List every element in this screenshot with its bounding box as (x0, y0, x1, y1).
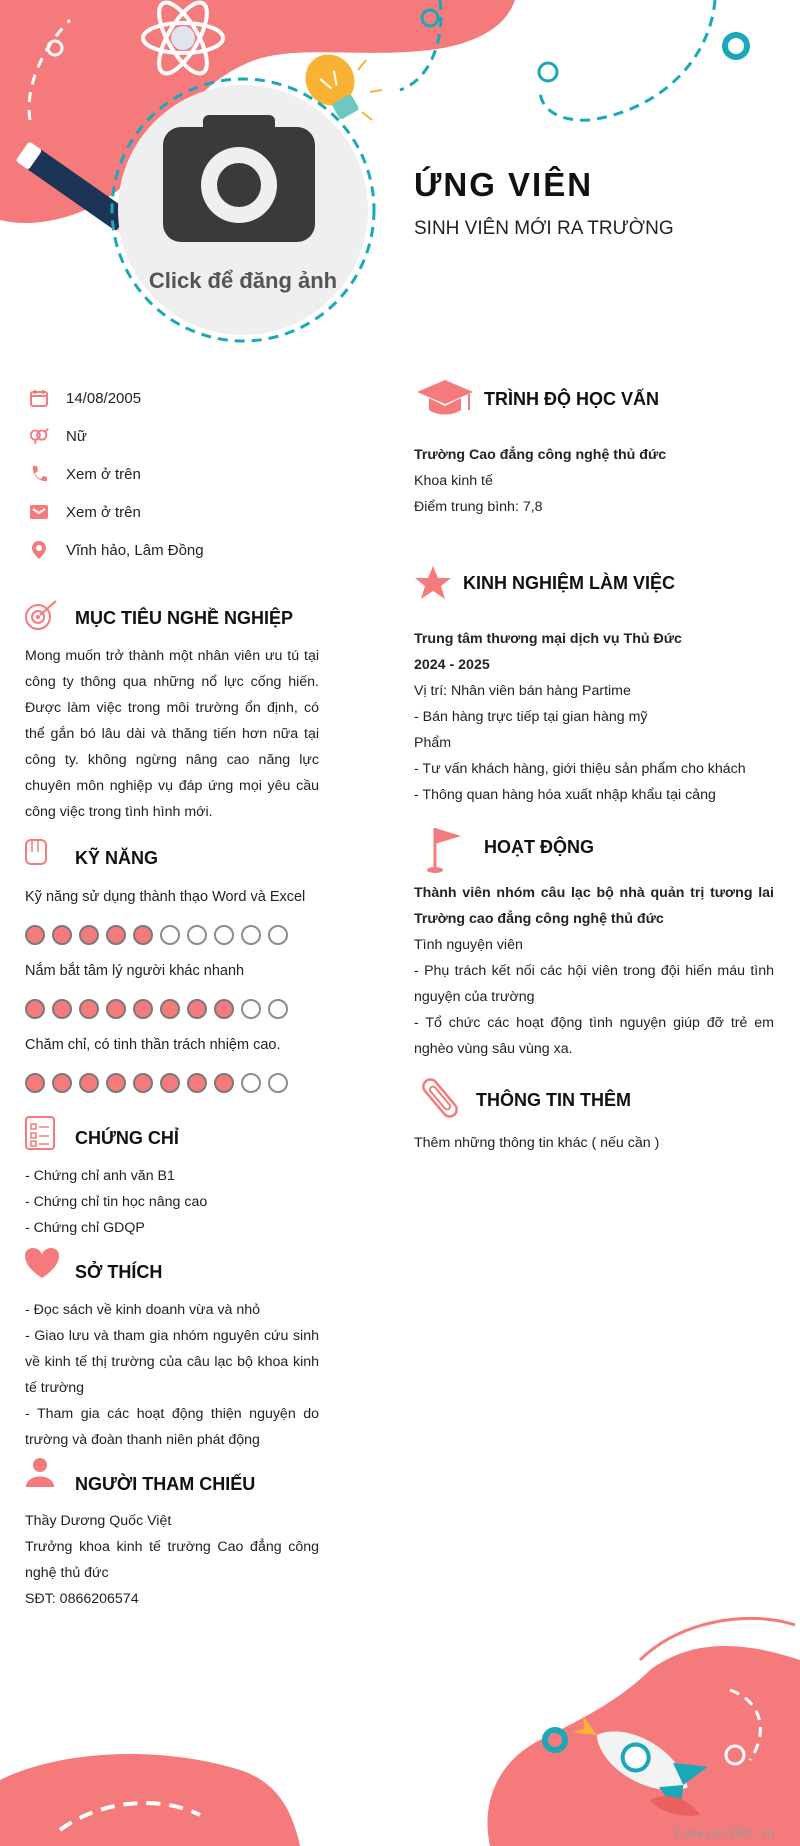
email-row (28, 499, 141, 525)
skill-label: Nắm bắt tâm lý người khác nhanh (25, 963, 245, 979)
experience-company: Trung tâm thương mại dịch vụ Thủ Đức (414, 631, 682, 647)
gender-value: Nữ (66, 427, 87, 445)
skill-dot-filled (52, 925, 72, 945)
email-icon (28, 501, 50, 523)
skill-dot-empty (160, 925, 180, 945)
skill-dot-empty (268, 925, 288, 945)
skill-dot-filled (160, 1073, 180, 1093)
skill-dot-filled (214, 1073, 234, 1093)
activities-line: Tình nguyện viên (414, 937, 523, 953)
skill-dot-filled (79, 1073, 99, 1093)
experience-line: Phẩm (414, 735, 452, 751)
experience-period: 2024 - 2025 (414, 657, 490, 673)
certificate-item: - Chứng chỉ anh văn B1 (25, 1168, 175, 1184)
location-pin-icon (28, 539, 50, 561)
footer-brand: Timviec365.vn (673, 1827, 775, 1842)
objective-title: MỤC TIÊU NGHỀ NGHIỆP (75, 608, 294, 628)
references-title: NGƯỜI THAM CHIẾU (75, 1474, 256, 1494)
education-line: Khoa kinh tế (414, 473, 493, 489)
skill-dot-empty (268, 999, 288, 1019)
reference-phone: SĐT: 0866206574 (25, 1591, 139, 1607)
education-school: Trường Cao đẳng công nghệ thủ đức (414, 447, 667, 463)
education-line: Điểm trung bình: 7,8 (414, 499, 543, 515)
skills-title: KỸ NĂNG (75, 848, 159, 868)
graduation-cap-icon (417, 380, 473, 415)
skill-dot-filled (106, 1073, 126, 1093)
skill-dot-filled (52, 999, 72, 1019)
skill-dot-filled (187, 999, 207, 1019)
education-title: TRÌNH ĐỘ HỌC VẤN (484, 389, 659, 409)
skill-label: Kỹ năng sử dụng thành thạo Word và Excel (25, 889, 306, 905)
skill-dot-filled (52, 1073, 72, 1093)
certificate-item: - Chứng chỉ tin học nâng cao (25, 1194, 208, 1210)
skill-dot-empty (187, 925, 207, 945)
certificates-title: CHỨNG CHỈ (75, 1128, 179, 1148)
skill-rating (25, 1073, 295, 1093)
candidate-name: ỨNG VIÊN (414, 166, 594, 203)
phone-value: Xem ở trên (66, 465, 141, 483)
experience-title: KINH NGHIỆM LÀM VIỆC (463, 573, 676, 593)
phone-icon (28, 463, 50, 485)
skill-dot-filled (187, 1073, 207, 1093)
reference-name: Thầy Dương Quốc Việt (25, 1513, 172, 1529)
birthdate-row (28, 385, 141, 411)
address-value: Vĩnh hảo, Lâm Đồng (66, 541, 204, 559)
experience-body (414, 626, 774, 808)
skill-dot-filled (133, 1073, 153, 1093)
certificate-item: - Chứng chỉ GDQP (25, 1220, 145, 1236)
hobby-item: - Đọc sách về kinh doanh vừa và nhỏ (25, 1302, 261, 1318)
reference-title: Trưởng khoa kinh tế trường Cao đẳng công nghệ thủ đức (25, 1539, 319, 1581)
gender-row (28, 423, 87, 449)
skill-rating (25, 999, 295, 1019)
education-body (414, 442, 774, 520)
birthdate-value: 14/08/2005 (66, 389, 142, 407)
skill-dot-filled (160, 999, 180, 1019)
skill-rating (25, 925, 295, 945)
gender-icon (28, 425, 50, 447)
references-list (25, 1508, 319, 1612)
activities-title: HOẠT ĐỘNG (484, 837, 594, 857)
skill-dot-filled (214, 999, 234, 1019)
skill-dot-filled (25, 925, 45, 945)
experience-line: Vị trí: Nhân viên bán hàng Partime (414, 683, 631, 699)
skill-dot-filled (106, 925, 126, 945)
skill-dot-filled (133, 999, 153, 1019)
hobbies-title: SỞ THÍCH (75, 1262, 163, 1282)
experience-line: - Bán hàng trực tiếp tại gian hàng mỹ (414, 709, 648, 725)
activities-org: Thành viên nhóm câu lạc bộ nhà quản trị tương lai Trường cao đẳng công nghệ thủ đức (414, 885, 774, 927)
skill-dot-empty (268, 1073, 288, 1093)
skill-dot-filled (79, 925, 99, 945)
candidate-position: SINH VIÊN MỚI RA TRƯỜNG (414, 218, 674, 239)
experience-line: - Tư vấn khách hàng, giới thiệu sản phẩm cho khách (414, 761, 746, 777)
objective-text: Mong muốn trở thành một nhân viên ưu tú tại công ty thông qua những nổ lực cống hiến. Được làm việc trong môi trường ổn định, có thể gắn bó lâu dài và thăng tiến hơn nữa tại công ty. không ngừng nâng cao năng lực chuyên môn nghiệp vụ đáp ứng mọi yêu cầu công việc trong tình hình mới. (25, 648, 319, 820)
skill-dot-empty (214, 925, 234, 945)
additional-title: THÔNG TIN THÊM (476, 1090, 631, 1110)
address-row (28, 537, 204, 563)
certificates-list (25, 1163, 319, 1241)
star-icon (415, 566, 451, 599)
skill-dot-empty (241, 999, 261, 1019)
phone-row (28, 461, 141, 487)
activities-line: - Phụ trách kết nối các hội viên trong đội hiến máu tình nguyện của trường (414, 963, 774, 1005)
photo-placeholder[interactable] (118, 85, 368, 335)
hobby-item: - Tham gia các hoạt động thiện nguyện do trường và đoàn thanh niên phát động (25, 1406, 319, 1448)
additional-text: Thêm những thông tin khác ( nếu cần ) (414, 1135, 660, 1151)
hobbies-list (25, 1297, 319, 1453)
skill-dot-filled (25, 1073, 45, 1093)
experience-line: - Thông quan hàng hóa xuất nhập khẩu tại cảng (414, 787, 716, 803)
skill-dot-filled (106, 999, 126, 1019)
email-value: Xem ở trên (66, 503, 141, 521)
camera-icon (118, 85, 368, 335)
skill-label: Chăm chỉ, có tinh thần trách nhiệm cao. (25, 1037, 281, 1053)
activities-line: - Tổ chức các hoạt động tình nguyện giúp đỡ trẻ em nghèo vùng sâu vùng xa. (414, 1015, 774, 1057)
skill-dot-empty (241, 1073, 261, 1093)
skill-dot-filled (25, 999, 45, 1019)
activities-body (414, 880, 774, 1062)
skill-dot-filled (133, 925, 153, 945)
hobby-item: - Giao lưu và tham gia nhóm nguyên cứu sinh về kinh tế thị trường của câu lạc bộ khoa kinh tế trường (25, 1328, 319, 1396)
photo-upload-label[interactable]: Click để đăng ảnh (148, 268, 338, 293)
calendar-icon (28, 387, 50, 409)
skill-dot-filled (79, 999, 99, 1019)
skill-dot-empty (241, 925, 261, 945)
